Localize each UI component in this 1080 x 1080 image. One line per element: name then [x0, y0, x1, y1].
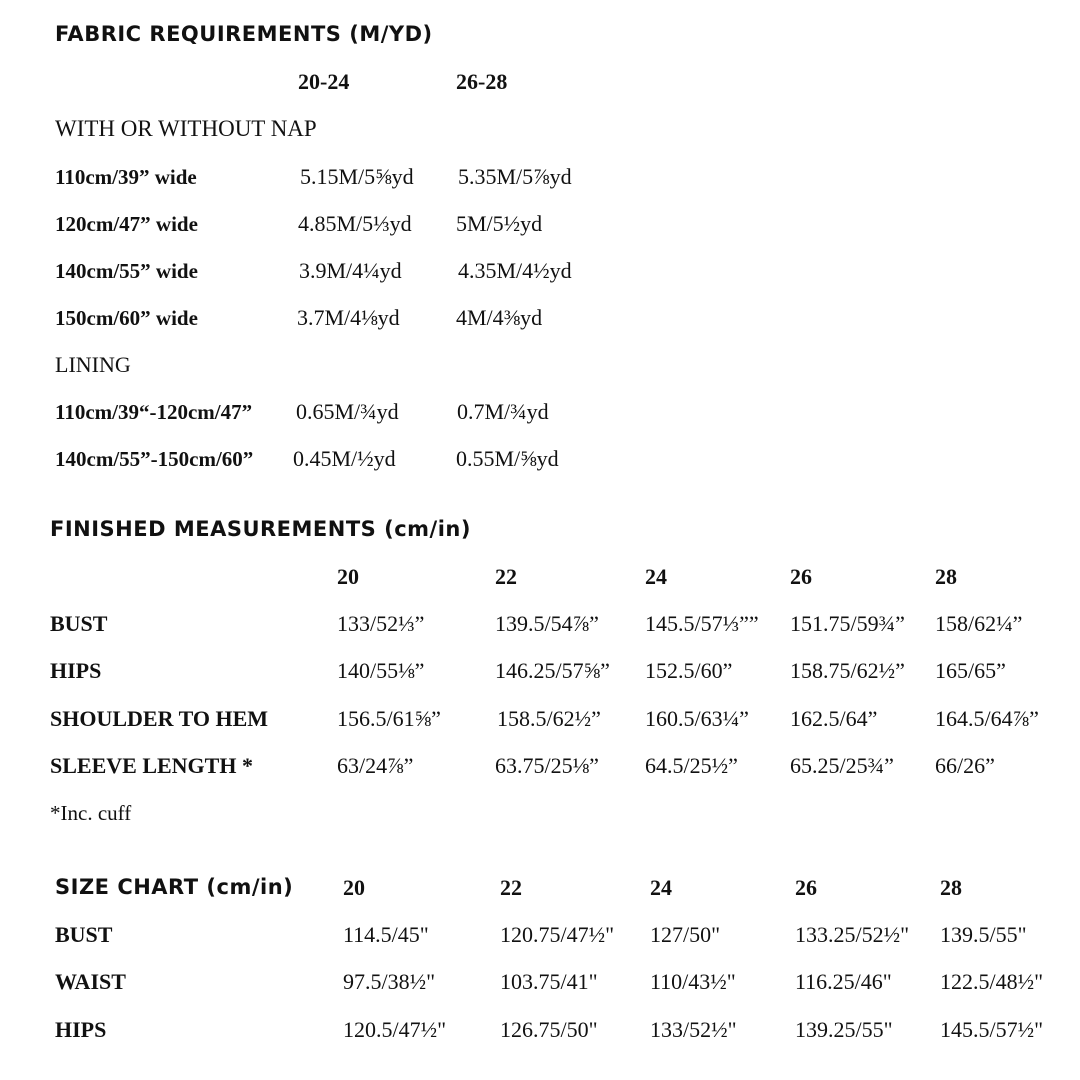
finished-row-label: BUST: [50, 611, 108, 636]
fabric-value: 5.35M/5⅞yd: [458, 164, 572, 189]
fabric-row-label: 120cm/47” wide: [55, 212, 198, 236]
size-chart-row-label: HIPS: [55, 1017, 107, 1042]
finished-measurements-title: FINISHED MEASUREMENTS (cm/in): [50, 517, 471, 541]
size-chart-size-head: 22: [500, 875, 522, 900]
size-chart-value: 133/52½": [650, 1017, 737, 1042]
fabric-row-label: 110cm/39” wide: [55, 165, 197, 189]
finished-value: 158/62¼”: [935, 611, 1023, 636]
finished-size-head: 24: [645, 564, 667, 589]
fabric-value: 3.7M/4⅛yd: [297, 305, 400, 330]
size-chart-value: 97.5/38½": [343, 969, 436, 994]
size-chart-value: 139.25/55": [795, 1017, 893, 1042]
finished-size-head: 22: [495, 564, 517, 589]
finished-value: 156.5/61⅝”: [337, 706, 441, 731]
finished-value: 151.75/59¾”: [790, 611, 905, 636]
size-chart-value: 114.5/45": [343, 922, 429, 947]
size-chart-value: 145.5/57½": [940, 1017, 1044, 1042]
size-chart-row-label: BUST: [55, 922, 113, 947]
lining-value: 0.7M/¾yd: [457, 399, 549, 424]
size-chart-size-head: 28: [940, 875, 962, 900]
finished-value: 63.75/25⅛”: [495, 753, 599, 778]
fabric-col-head: 26-28: [456, 69, 508, 94]
finished-value: 165/65”: [935, 658, 1006, 683]
fabric-value: 5M/5½yd: [456, 211, 543, 236]
finished-value: 140/55⅛”: [337, 658, 425, 683]
size-chart-title: SIZE CHART (cm/in): [55, 875, 294, 899]
size-chart-size-head: 26: [795, 875, 817, 900]
fabric-value: 4.85M/5⅓yd: [298, 211, 412, 236]
finished-value: 65.25/25¾”: [790, 753, 894, 778]
fabric-value: 5.15M/5⅝yd: [300, 164, 414, 189]
finished-value: 158.5/62½”: [497, 706, 601, 731]
fabric-value: 4.35M/4½yd: [458, 258, 572, 283]
lining-row-label: 110cm/39“-120cm/47”: [55, 400, 253, 424]
fabric-value: 4M/4⅜yd: [456, 305, 543, 330]
finished-row-label: HIPS: [50, 658, 102, 683]
size-chart-value: 120.75/47½": [500, 922, 615, 947]
size-chart-value: 126.75/50": [500, 1017, 598, 1042]
size-chart-value: 127/50": [650, 922, 721, 947]
fabric-requirements-title: FABRIC REQUIREMENTS (M/YD): [55, 22, 433, 46]
finished-size-head: 28: [935, 564, 957, 589]
size-chart-row-label: WAIST: [55, 969, 126, 994]
fabric-value: 3.9M/4¼yd: [299, 258, 402, 283]
size-chart-value: 120.5/47½": [343, 1017, 447, 1042]
finished-value: 158.75/62½”: [790, 658, 905, 683]
lining-label: LINING: [55, 352, 131, 377]
size-chart-value: 116.25/46": [795, 969, 892, 994]
finished-row-label: SLEEVE LENGTH *: [50, 753, 253, 778]
lining-value: 0.65M/¾yd: [296, 399, 399, 424]
size-chart-value: 103.75/41": [500, 969, 598, 994]
finished-value: 160.5/63¼”: [645, 706, 749, 731]
nap-label: WITH OR WITHOUT NAP: [55, 116, 317, 141]
finished-value: 152.5/60”: [645, 658, 733, 683]
finished-footnote: *Inc. cuff: [50, 801, 132, 825]
size-chart-size-head: 24: [650, 875, 672, 900]
finished-value: 64.5/25½”: [645, 753, 738, 778]
size-chart-value: 122.5/48½": [940, 969, 1044, 994]
size-chart-value: 139.5/55": [940, 922, 1027, 947]
size-chart-value: 110/43½": [650, 969, 736, 994]
fabric-col-head: 20-24: [298, 69, 350, 94]
finished-value: 133/52⅓”: [337, 611, 425, 636]
fabric-row-label: 150cm/60” wide: [55, 306, 198, 330]
finished-row-label: SHOULDER TO HEM: [50, 706, 269, 731]
finished-value: 145.5/57⅓””: [645, 611, 759, 636]
finished-value: 162.5/64”: [790, 706, 878, 731]
fabric-row-label: 140cm/55” wide: [55, 259, 198, 283]
size-chart-size-head: 20: [343, 875, 365, 900]
finished-size-head: 26: [790, 564, 812, 589]
finished-value: 164.5/64⅞”: [935, 706, 1039, 731]
size-chart-value: 133.25/52½": [795, 922, 910, 947]
lining-value: 0.55M/⅝yd: [456, 446, 559, 471]
lining-value: 0.45M/½yd: [293, 446, 396, 471]
finished-value: 146.25/57⅝”: [495, 658, 610, 683]
finished-size-head: 20: [337, 564, 359, 589]
finished-value: 66/26”: [935, 753, 995, 778]
finished-value: 139.5/54⅞”: [495, 611, 599, 636]
lining-row-label: 140cm/55”-150cm/60”: [55, 447, 254, 471]
finished-value: 63/24⅞”: [337, 753, 414, 778]
